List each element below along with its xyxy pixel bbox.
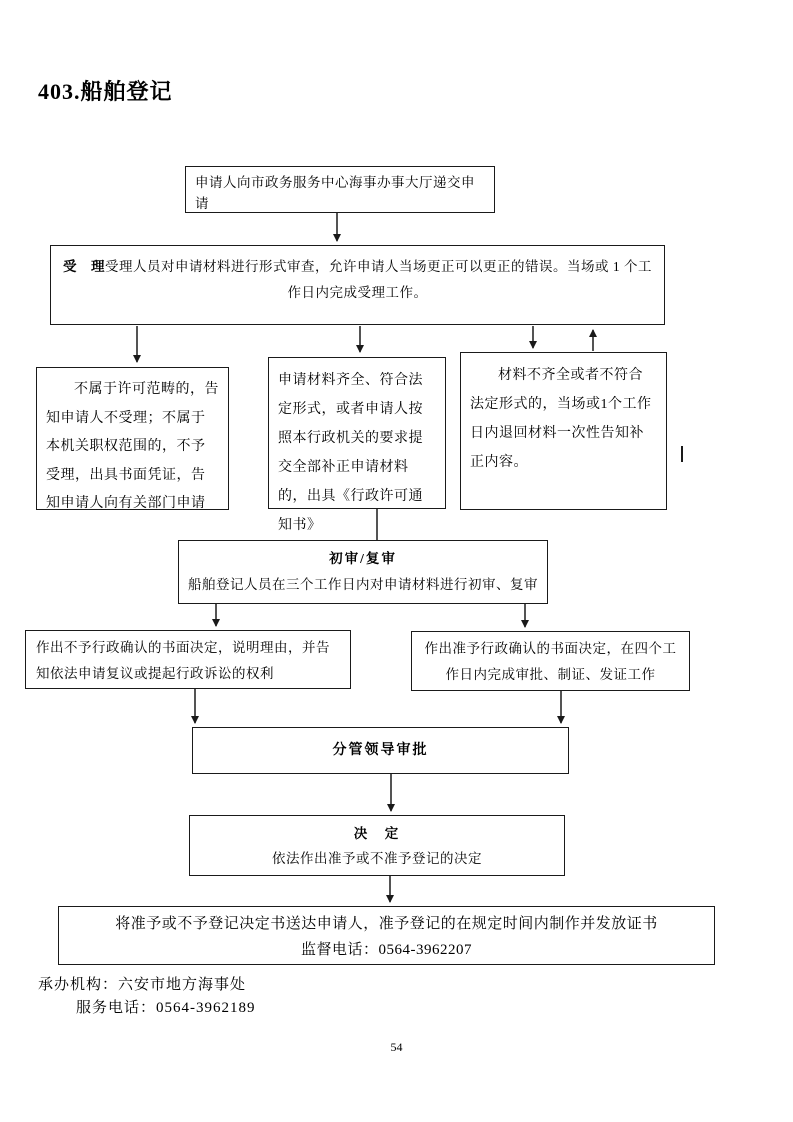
flow-box-approve-text: 作出准予行政确认的书面决定，在四个工作日内完成审批、制证、发证工作 — [424, 641, 677, 682]
flow-box-leader — [192, 727, 569, 774]
flow-box-deny-text: 作出不予行政确认的书面决定，说明理由，并告知依法申请复议或提起行政诉讼的权利 — [36, 640, 330, 681]
flow-box-delivery — [58, 906, 715, 965]
page-title: 403.船舶登记 — [38, 79, 173, 104]
flow-box-incomplete — [460, 352, 667, 510]
flow-box-reject-text: 不属于许可范畴的，告知申请人不受理；不属于本机关职权范围的，不予受理，出具书面凭证，告知申请人向有关部门申请 — [46, 382, 219, 511]
flow-box-approve — [411, 631, 690, 691]
footer-phone-line: 服务电话：0564-3962189 — [76, 1000, 256, 1016]
flow-box-leader-text: 分管领导审批 — [332, 743, 429, 758]
flow-box-accept-label: 受 理 — [63, 259, 105, 274]
flow-box-deny — [25, 630, 351, 689]
flow-box-accept-text: 受理人员对申请材料进行形式审查，允许申请人当场更正可以更正的错误。当场或 1 个工作日内完成受理工作。 — [105, 259, 652, 300]
footer-agency-line: 承办机构：六安市地方海事处 — [38, 977, 247, 993]
flow-box-apply-text: 申请人向市政务服务中心海事办事大厅递交申请 — [195, 175, 475, 211]
flow-box-incomplete-text: 材料不齐全或者不符合法定形式的，当场或1个工作日内退回材料一次性告知补正内容。 — [470, 368, 652, 470]
flow-box-complete-text: 申请材料齐全、符合法定形式，或者申请人按照本行政机关的要求提交全部补正申请材料的，出具《行政许可通知书》 — [278, 373, 423, 533]
page-number: 54 — [390, 1040, 403, 1054]
flow-box-delivery-line2: 监督电话：0564-3962207 — [301, 942, 472, 958]
flow-box-decision-title: 决 定 — [353, 826, 401, 841]
flow-box-delivery-line1: 将准予或不予登记决定书送达申请人，准予登记的在规定时间内制作并发放证书 — [115, 916, 658, 932]
flow-box-accept — [50, 245, 665, 325]
flow-box-apply — [185, 166, 495, 213]
flow-box-decision — [189, 815, 565, 876]
flow-box-complete — [268, 357, 446, 533]
flow-box-review — [178, 540, 548, 604]
flow-box-decision-text: 依法作出准予或不准予登记的决定 — [272, 851, 482, 866]
flow-box-reject — [36, 367, 229, 510]
flow-box-review-text: 船舶登记人员在三个工作日内对申请材料进行初审、复审 — [188, 577, 538, 592]
stray-mark — [681, 446, 683, 462]
flow-box-review-title: 初审/复审 — [329, 551, 397, 566]
